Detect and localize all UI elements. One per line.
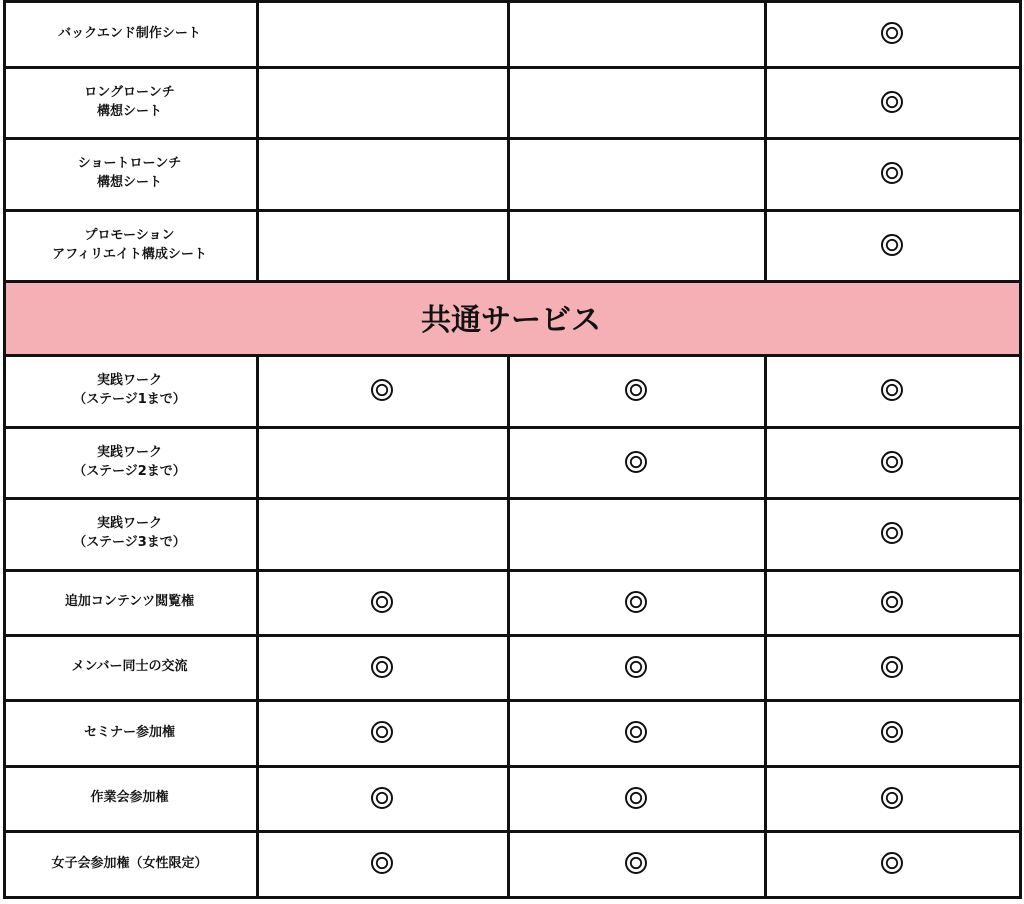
row-label	[3, 765, 256, 830]
double-circle-icon	[371, 787, 393, 809]
double-circle-icon	[625, 451, 647, 473]
plan-cell	[256, 765, 507, 830]
row-label	[3, 569, 256, 634]
plan-cell	[764, 569, 1019, 634]
double-circle-icon	[625, 379, 647, 401]
table-rule	[3, 699, 1022, 702]
row-label-line: アフィリエイト構成シート	[52, 246, 207, 262]
double-circle-icon	[625, 656, 647, 678]
table-rule	[1019, 0, 1022, 283]
plan-cell	[507, 699, 764, 765]
table-rule	[507, 0, 510, 283]
row-label-line: セミナー参加権	[83, 724, 175, 740]
plan-cell	[507, 497, 764, 569]
plan-cell	[256, 830, 507, 896]
double-circle-icon	[881, 721, 903, 743]
plan-cell	[507, 426, 764, 497]
plan-cell	[256, 497, 507, 569]
row-label	[3, 137, 256, 209]
plan-cell	[256, 634, 507, 699]
table-rule	[3, 209, 1022, 212]
row-label	[3, 634, 256, 699]
plan-cell	[764, 137, 1019, 209]
plan-cell	[764, 426, 1019, 497]
table-rule	[3, 354, 1022, 357]
table-rule	[256, 354, 259, 899]
row-label-line: 女子会参加権（女性限定）	[51, 855, 208, 871]
plan-cell	[256, 569, 507, 634]
row-label-line: 追加コンテンツ閲覧権	[64, 594, 195, 609]
row-label	[3, 830, 256, 896]
row-label	[3, 66, 256, 137]
plan-cell	[256, 66, 507, 137]
row-label-line: 構想シート	[96, 103, 162, 119]
plan-cell	[507, 66, 764, 137]
row-label-line: （ステージ3まで）	[73, 535, 186, 550]
plan-cell	[256, 699, 507, 765]
table-rule	[3, 66, 1022, 69]
row-label	[3, 699, 256, 765]
plan-cell	[256, 426, 507, 497]
double-circle-icon	[625, 852, 647, 874]
table-rule	[3, 497, 1022, 500]
row-label	[3, 354, 256, 426]
double-circle-icon	[371, 656, 393, 678]
row-label	[3, 0, 256, 66]
plan-cell	[764, 699, 1019, 765]
plan-cell	[256, 137, 507, 209]
double-circle-icon	[881, 234, 903, 256]
row-label-line: 構想シート	[96, 175, 162, 190]
table-rule	[3, 280, 1022, 283]
table-rule	[507, 354, 510, 899]
row-label-line: ショートローンチ	[77, 156, 182, 171]
table-rule	[3, 354, 6, 899]
plan-cell	[507, 354, 764, 426]
plan-cell	[256, 209, 507, 280]
section-banner	[3, 280, 1019, 354]
plan-cell	[507, 830, 764, 896]
table-rule	[764, 0, 767, 283]
table-rule	[3, 569, 1022, 572]
double-circle-icon	[881, 591, 903, 613]
section-title: 共通サービス	[421, 303, 601, 338]
plan-cell	[507, 137, 764, 209]
double-circle-icon	[371, 379, 393, 401]
row-label-line: 実践ワーク	[96, 373, 162, 388]
row-label-line: ロングローンチ	[84, 84, 175, 100]
table-rule	[3, 634, 1022, 637]
plan-cell	[764, 0, 1019, 66]
plan-cell	[764, 765, 1019, 830]
table-rule	[1019, 354, 1022, 899]
double-circle-icon	[625, 721, 647, 743]
row-label-line: バックエンド制作シート	[58, 25, 201, 41]
double-circle-icon	[881, 787, 903, 809]
row-label-line: メンバー同士の交流	[71, 659, 188, 674]
row-label-line: 作業会参加権	[90, 790, 169, 805]
plan-cell	[507, 634, 764, 699]
table-rule	[764, 354, 767, 899]
table-rule	[1019, 280, 1022, 357]
plan-cell	[764, 634, 1019, 699]
table-rule	[3, 765, 1022, 768]
table-rule	[3, 896, 1022, 899]
double-circle-icon	[881, 379, 903, 401]
plan-cell	[764, 354, 1019, 426]
table-rule	[3, 280, 6, 357]
plan-cell	[764, 830, 1019, 896]
plan-cell	[764, 497, 1019, 569]
row-label	[3, 426, 256, 497]
table-rule	[3, 0, 6, 283]
row-label-line: 実践ワーク	[96, 516, 162, 531]
double-circle-icon	[881, 91, 903, 113]
row-label	[3, 497, 256, 569]
table-rule	[256, 0, 259, 283]
double-circle-icon	[371, 852, 393, 874]
plan-cell	[256, 0, 507, 66]
double-circle-icon	[881, 656, 903, 678]
double-circle-icon	[881, 22, 903, 44]
table-rule	[3, 0, 1022, 3]
double-circle-icon	[881, 162, 903, 184]
table-rule	[3, 830, 1022, 833]
table-rule	[3, 137, 1022, 140]
double-circle-icon	[881, 852, 903, 874]
plan-cell	[764, 209, 1019, 280]
plan-cell	[764, 66, 1019, 137]
double-circle-icon	[881, 451, 903, 473]
double-circle-icon	[881, 522, 903, 544]
row-label-line: 実践ワーク	[96, 444, 162, 460]
plan-cell	[507, 0, 764, 66]
plan-cell	[256, 354, 507, 426]
double-circle-icon	[625, 787, 647, 809]
plan-cell	[507, 209, 764, 280]
double-circle-icon	[371, 721, 393, 743]
plan-cell	[507, 765, 764, 830]
row-label-line: プロモーション	[84, 227, 175, 243]
plan-cell	[507, 569, 764, 634]
table-rule	[3, 426, 1022, 429]
double-circle-icon	[371, 591, 393, 613]
double-circle-icon	[625, 591, 647, 613]
row-label	[3, 209, 256, 280]
row-label-line: （ステージ2まで）	[73, 463, 186, 479]
row-label-line: （ステージ1まで）	[73, 392, 186, 407]
